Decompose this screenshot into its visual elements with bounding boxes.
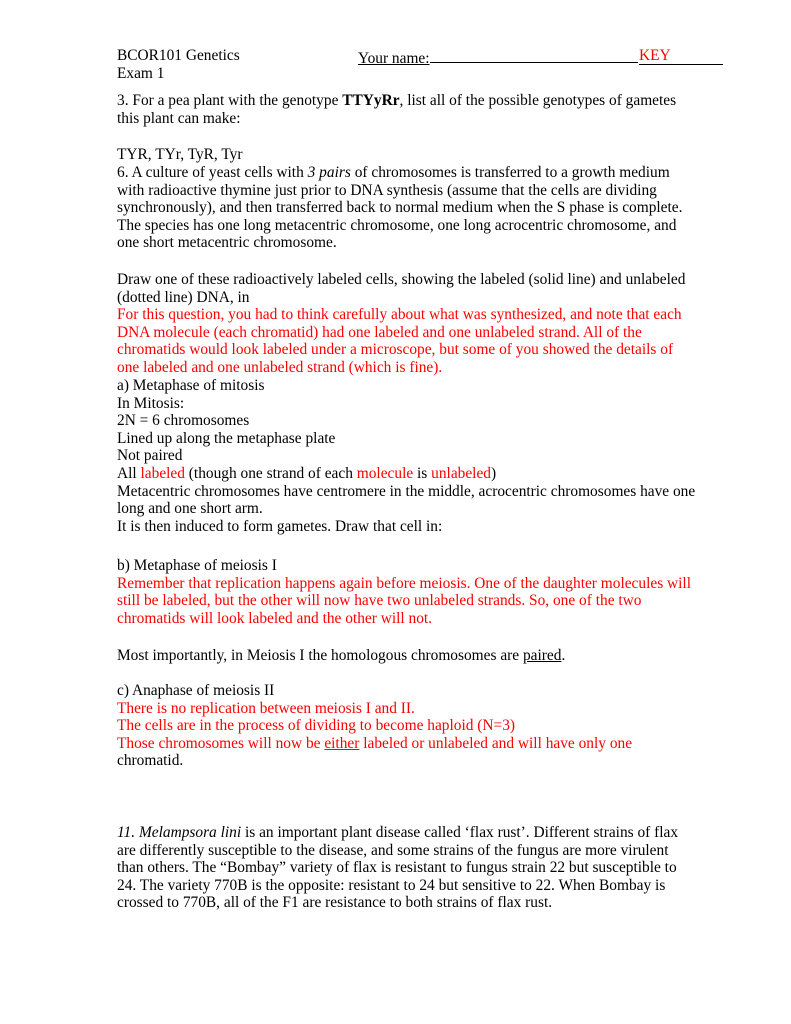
part-c-line-4: chromatid. bbox=[117, 752, 184, 770]
c3-part-2: labeled or unlabeled and will have only one bbox=[359, 734, 633, 752]
meiosis-note-paired: paired bbox=[522, 647, 562, 664]
a5-part-4: ) bbox=[490, 464, 497, 482]
key-field bbox=[639, 47, 723, 65]
q6-intro-c: of chromosomes is transferred to a growth medium with radioactive thymine just prior to DNA synthesis (assume that the cells are dividing synchronously), and then transferred back to normal medium when the S phase is complete. The species has one long metacentric chromosome, one long acrocentric chromosome, and one short metacentric chromosome. bbox=[117, 164, 683, 252]
part-a-line-4: Not paired bbox=[117, 447, 183, 465]
c3-part-1: Those chromosomes will now be bbox=[117, 734, 325, 752]
q3-genotype: TTYyRr bbox=[342, 92, 400, 109]
question-6-intro bbox=[117, 164, 697, 252]
q11-number: 11. bbox=[117, 824, 139, 841]
a5-part-1: All bbox=[117, 464, 141, 482]
a5-part-3: is bbox=[413, 464, 432, 482]
q6-answer-note: For this question, you had to think carefully about what was synthesized, and note that each DNA molecule (each chromatid) had one labeled and one unlabeled strand. All of the chromatids would look labeled under a microscope, but some of you showed the details of one labeled and one unlabeled strand (which is fine). bbox=[117, 306, 682, 376]
meiosis-note-c: . bbox=[561, 647, 566, 664]
a5-molecule: molecule bbox=[356, 464, 414, 482]
part-a-title: a) Metaphase of mitosis bbox=[117, 377, 265, 394]
c3-either: either bbox=[324, 734, 360, 752]
part-a-line-7: It is then induced to form gametes. Draw that cell in: bbox=[117, 517, 443, 535]
key-label: KEY bbox=[639, 47, 671, 64]
question-11 bbox=[117, 824, 697, 912]
q11-text: is an important plant disease called ‘flax rust’. Different strains of flax are differently susceptible to the disease, and some strains of the fungus are more virulent than others. The “Bombay” variety of flax is resistant to fungus strain 22 but susceptible to 24. The variety 770B is the opposite: resistant to 24 but sensitive to 22. When Bombay is crossed to 770B, all of the F1 are resistance to both strains of flax rust. bbox=[117, 824, 679, 912]
q6-part-c bbox=[117, 682, 697, 770]
name-field bbox=[358, 47, 638, 68]
part-a-line-6: Metacentric chromosomes have centromere in the middle, acrocentric chromosomes have one long and one short arm. bbox=[117, 482, 696, 518]
course-title: BCOR101 Genetics bbox=[117, 47, 240, 64]
a5-labeled: labeled bbox=[140, 464, 185, 482]
part-a-line-1: In Mitosis: bbox=[117, 394, 185, 412]
part-a-line-2: 2N = 6 chromosomes bbox=[117, 412, 250, 430]
name-label: Your name: bbox=[358, 50, 430, 67]
q3-answer: TYR, TYr, TyR, Tyr bbox=[117, 146, 243, 163]
part-c-line-1: There is no replication between meiosis I and II. bbox=[117, 699, 415, 717]
q6-intro-pairs: 3 pairs bbox=[307, 164, 351, 181]
part-c-title: c) Anaphase of meiosis II bbox=[117, 682, 275, 699]
q6-draw-instruction: Draw one of these radioactively labeled cells, showing the labeled (solid line) and unlabeled (dotted line) DNA, in bbox=[117, 271, 686, 306]
q3-prefix: 3. For a pea plant with the genotype bbox=[117, 92, 343, 109]
q3-suffix: , list all of the possible genotypes of gametes this plant can make: bbox=[117, 92, 677, 127]
part-c-line-2: The cells are in the process of dividing to become haploid (N=3) bbox=[117, 717, 516, 735]
part-b-title: b) Metaphase of meiosis I bbox=[117, 557, 277, 574]
q6-meiosis-note bbox=[117, 647, 697, 665]
part-b-note: Remember that replication happens again before meiosis. One of the daughter molecules will still be labeled, but the other will now have two unlabeled strands. So, one of the two chromatids will look labeled and the other will not. bbox=[117, 574, 691, 627]
header-course-block bbox=[117, 47, 240, 82]
a5-part-2: (though one strand of each bbox=[184, 464, 357, 482]
part-a-line-5 bbox=[117, 465, 697, 483]
q11-species: Melampsora lini bbox=[138, 824, 242, 841]
meiosis-note-a: Most importantly, in Meiosis I the homologous chromosomes are bbox=[117, 647, 523, 664]
exam-title: Exam 1 bbox=[117, 64, 165, 82]
q6-part-b bbox=[117, 557, 697, 627]
q6-intro-a: 6. A culture of yeast cells with bbox=[117, 164, 308, 181]
q6-part-a bbox=[117, 377, 697, 535]
part-a-line-3: Lined up along the metaphase plate bbox=[117, 429, 336, 447]
a5-unlabeled: unlabeled bbox=[431, 464, 491, 482]
part-c-line-3 bbox=[117, 735, 697, 753]
question-3 bbox=[117, 92, 697, 127]
name-underline bbox=[430, 47, 638, 63]
